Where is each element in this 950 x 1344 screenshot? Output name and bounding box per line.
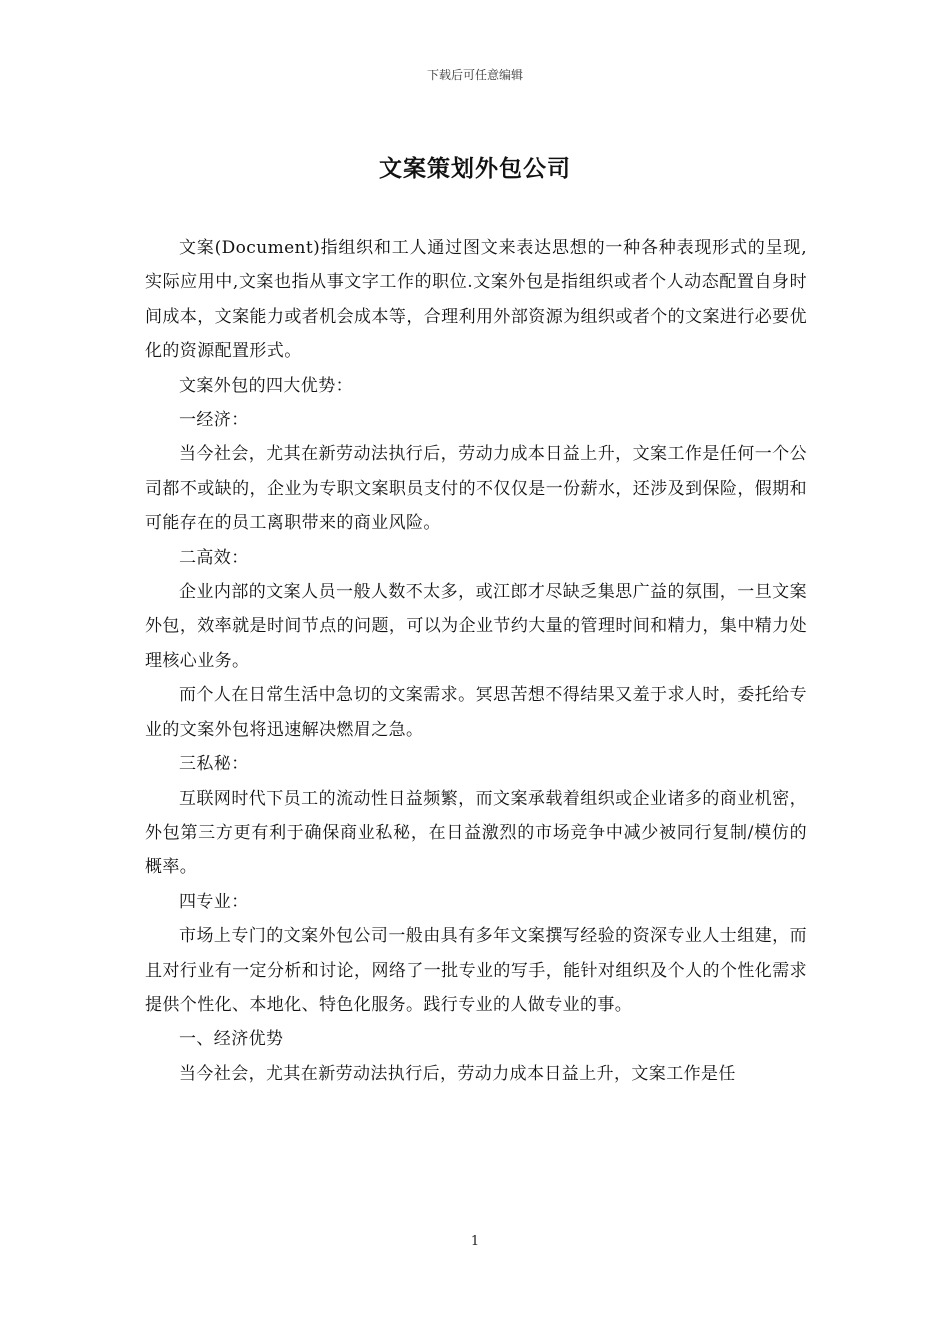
section-heading-economy: 一经济： [179,410,249,431]
document-title: 文案策划外包公司 [379,156,571,182]
paragraph-advantages-heading: 文案外包的四大优势： [179,375,353,396]
paragraph-intro: 文案(Document)指组织和工人通过图文来表达思想的一种各种表现形式的呈现,实际应用中,文案也指从事文字工作的职位.文案外包是指组织或者个人动态配置自身时间成本，文案能力或者机会成本等，合理利用外部资源为组织或者个的文案进行必要优化的资源配置形式。 [145,238,807,362]
paragraph-economic-advantage: 当今社会，尤其在新劳动法执行后，劳动力成本日益上升，文案工作是任 [179,1063,736,1084]
section-heading-privacy: 三私秘： [179,754,249,775]
section-heading-economic-advantage: 一、经济优势 [179,1029,284,1050]
paragraph-professional: 市场上专门的文案外包公司一般由具有多年文案撰写经验的资深专业人士组建，而且对行业有一定分析和讨论，网络了一批专业的写手，能针对组织及个人的个性化需求提供个性化、本地化、特色化服务。践行专业的人做专业的事。 [145,926,807,1015]
section-heading-efficiency: 二高效： [179,547,249,568]
document-body [145,231,807,1091]
header-note: 下载后可任意编辑 [426,68,523,82]
page-number: 1 [470,1234,480,1249]
paragraph-privacy: 互联网时代下员工的流动性日益频繁，而文案承载着组织或企业诸多的商业机密，外包第三方更有利于确保商业私秘，在日益激烈的市场竞争中减少被同行复制/模仿的概率。 [145,788,807,878]
section-heading-professional: 四专业： [179,891,249,912]
paragraph-economy: 当今社会，尤其在新劳动法执行后，劳动力成本日益上升，文案工作是任何一个公司都不或缺的，企业为专职文案职员支付的不仅仅是一份薪水，还涉及到保险，假期和可能存在的员工离职带来的商业风险。 [145,444,807,534]
paragraph-personal-need: 而个人在日常生活中急切的文案需求。冥思苦想不得结果又羞于求人时，委托给专业的文案外包将迅速解决燃眉之急。 [145,685,807,740]
paragraph-efficiency: 企业内部的文案人员一般人数不太多，或江郎才尽缺乏集思广益的氛围，一旦文案外包，效率就是时间节点的问题，可以为企业节约大量的管理时间和精力，集中精力处理核心业务。 [145,582,807,671]
